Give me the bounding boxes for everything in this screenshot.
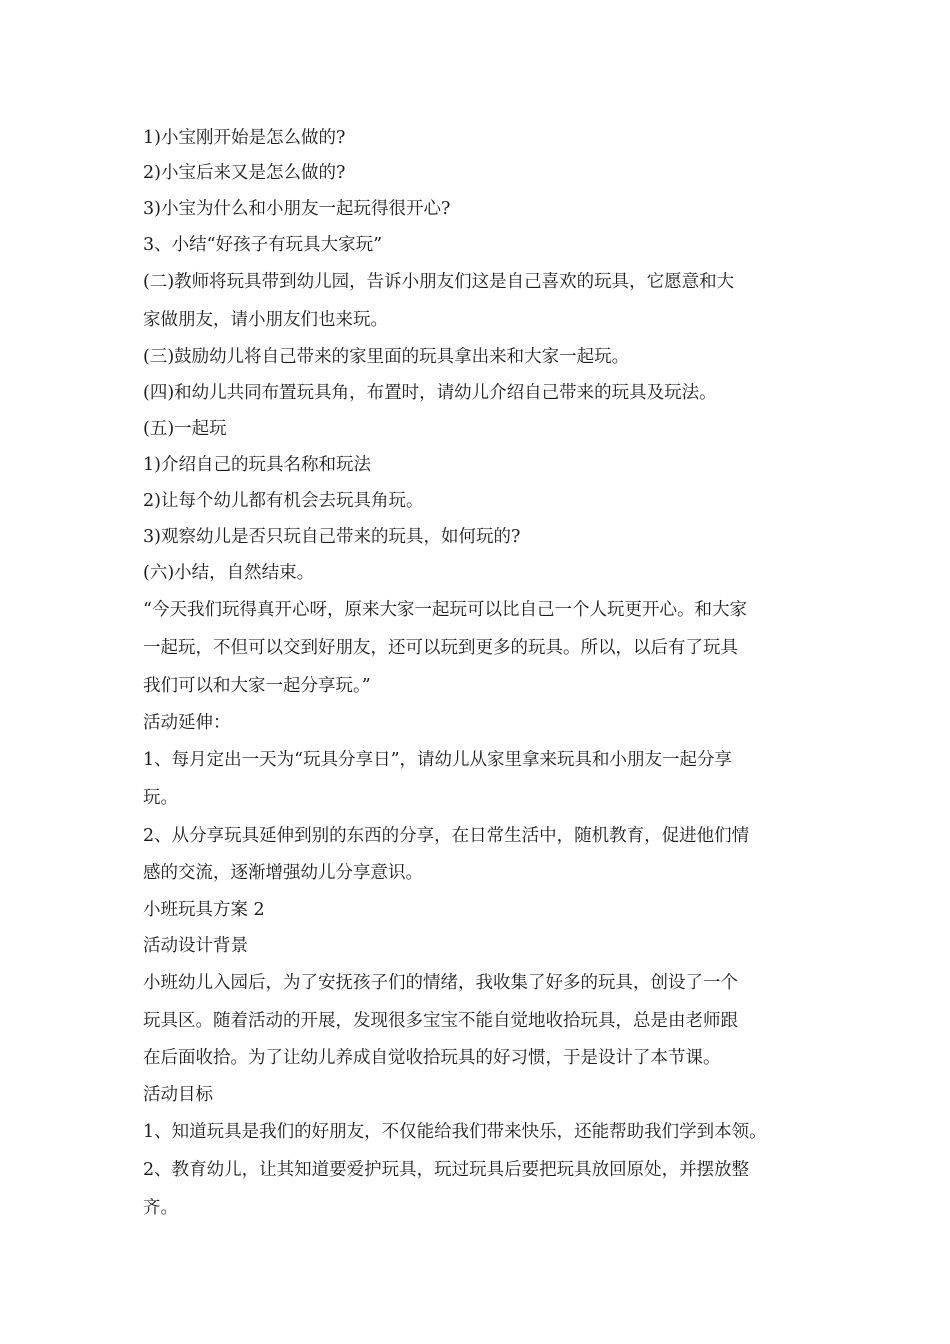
- document-body: [143, 120, 823, 1227]
- text-line: (四)和幼儿共同布置玩具角，布置时，请幼儿介绍自己带来的玩具及玩法。: [143, 383, 717, 403]
- section-heading: 小班玩具方案 2: [143, 900, 265, 920]
- text-line: (五)一起玩: [143, 419, 227, 439]
- text-line: 3)小宝为什么和小朋友一起玩得很开心?: [143, 199, 451, 219]
- text-line: (二)教师将玩具带到幼儿园，告诉小朋友们这是自己喜欢的玩具，它愿意和大: [143, 272, 735, 292]
- text-line: 1)介绍自己的玩具名称和玩法: [143, 455, 371, 475]
- text-line: 小班幼儿入园后，为了安抚孩子们的情绪，我收集了好多的玩具，创设了一个: [143, 973, 738, 993]
- text-line: 感的交流，逐渐增强幼儿分享意识。: [143, 863, 423, 883]
- text-line: (三)鼓励幼儿将自己带来的家里面的玩具拿出来和大家一起玩。: [143, 347, 630, 367]
- text-line: 2)让每个幼儿都有机会去玩具角玩。: [143, 491, 424, 511]
- section-heading: 活动目标: [143, 1085, 213, 1105]
- text-line: 1、知道玩具是我们的好朋友，不仅能给我们带来快乐，还能帮助我们学到本领。: [143, 1122, 767, 1142]
- text-line: “今天我们玩得真开心呀，原来大家一起玩可以比自己一个人玩更开心。和大家: [143, 600, 747, 620]
- text-line: 一起玩，不但可以交到好朋友，还可以玩到更多的玩具。所以，以后有了玩具: [143, 638, 738, 658]
- text-line: 齐。: [143, 1198, 178, 1218]
- text-line: 1)小宝刚开始是怎么做的?: [143, 128, 346, 148]
- section-heading: 活动设计背景: [143, 936, 248, 956]
- section-heading: 活动延伸：: [143, 713, 231, 733]
- text-line: 3)观察幼儿是否只玩自己带来的玩具，如何玩的?: [143, 527, 521, 547]
- text-line: 家做朋友，请小朋友们也来玩。: [143, 310, 388, 330]
- text-line: 2)小宝后来又是怎么做的?: [143, 163, 346, 183]
- text-line: 2、从分享玩具延伸到别的东西的分享，在日常生活中，随机教育，促进他们情: [143, 826, 750, 846]
- text-line: 玩具区。随着活动的开展，发现很多宝宝不能自觉地收拾玩具，总是由老师跟: [143, 1011, 738, 1031]
- text-line: 玩。: [143, 788, 178, 808]
- text-line: (六)小结，自然结束。: [143, 563, 315, 583]
- text-line: 在后面收拾。为了让幼儿养成自觉收拾玩具的好习惯，于是设计了本节课。: [143, 1048, 721, 1068]
- text-line: 3、小结“好孩子有玩具大家玩”: [143, 235, 383, 255]
- text-line: 1、每月定出一天为“玩具分享日”，请幼儿从家里拿来玩具和小朋友一起分享: [143, 750, 733, 770]
- text-line: 2、教育幼儿，让其知道要爱护玩具，玩过玩具后要把玩具放回原处，并摆放整: [143, 1160, 750, 1180]
- text-line: 我们可以和大家一起分享玩。”: [143, 676, 371, 696]
